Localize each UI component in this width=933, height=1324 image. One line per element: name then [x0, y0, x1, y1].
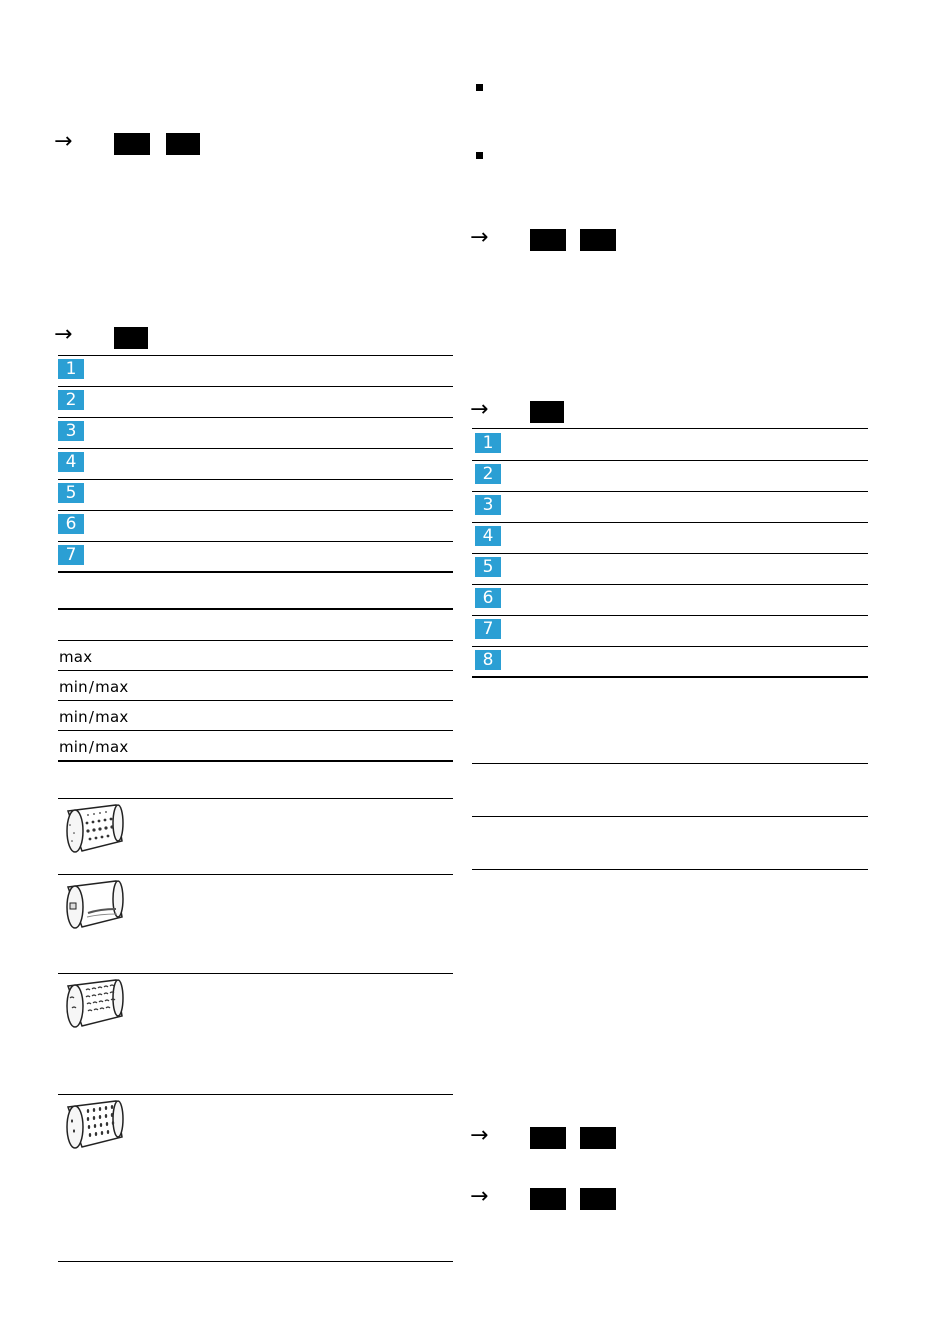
- table-rule: [58, 700, 453, 701]
- level-max: max: [59, 648, 93, 666]
- coarse-grating-drum-icon: [60, 978, 130, 1034]
- redacted-block: [530, 229, 566, 251]
- redacted-block: [580, 229, 616, 251]
- level-min: min: [59, 738, 88, 756]
- number-badge: 4: [58, 452, 84, 472]
- table-rule: [472, 869, 868, 870]
- table-rule: [58, 670, 453, 671]
- number-badge: 6: [58, 514, 84, 534]
- level-separator: /: [88, 738, 95, 756]
- table-rule: [58, 417, 453, 418]
- number-badge: 5: [58, 483, 84, 503]
- setting-level: [59, 678, 128, 696]
- number-badge: 5: [475, 557, 501, 577]
- number-badge: 2: [58, 390, 84, 410]
- bullet-square-icon: [476, 152, 483, 159]
- table-rule: [58, 798, 453, 799]
- arrow-icon: →: [470, 1184, 489, 1209]
- redacted-block: [530, 1127, 566, 1149]
- redacted-block: [580, 1127, 616, 1149]
- level-max: max: [95, 678, 129, 696]
- arrow-icon: →: [470, 225, 489, 250]
- table-rule: [58, 874, 453, 875]
- table-rule: [472, 816, 868, 817]
- table-rule-bold: [58, 760, 453, 762]
- level-min: min: [59, 708, 88, 726]
- table-rule-bold: [58, 571, 453, 573]
- number-badge: 4: [475, 526, 501, 546]
- redacted-block: [166, 133, 200, 155]
- number-badge: 6: [475, 588, 501, 608]
- arrow-icon: →: [470, 1123, 489, 1148]
- table-rule: [472, 460, 868, 461]
- redacted-block: [530, 1188, 566, 1210]
- fine-grating-drum-icon: [60, 803, 130, 859]
- table-rule: [58, 1094, 453, 1095]
- number-badge: 3: [58, 421, 84, 441]
- arrow-icon: →: [54, 129, 73, 154]
- table-rule: [58, 730, 453, 731]
- redacted-block: [530, 401, 564, 423]
- table-rule: [58, 479, 453, 480]
- setting-level: [59, 708, 128, 726]
- number-badge: 2: [475, 464, 501, 484]
- table-rule-bold: [472, 676, 868, 678]
- level-separator: /: [88, 678, 95, 696]
- level-max: max: [95, 738, 129, 756]
- arrow-icon: →: [470, 397, 489, 422]
- table-rule: [472, 646, 868, 647]
- shredding-cone-icon: [60, 879, 130, 935]
- table-rule: [58, 1261, 453, 1262]
- redacted-block: [114, 133, 150, 155]
- table-rule: [58, 541, 453, 542]
- table-rule: [58, 510, 453, 511]
- medium-grating-drum-icon: [60, 1099, 130, 1155]
- table-rule: [58, 448, 453, 449]
- number-badge: 8: [475, 650, 501, 670]
- arrow-icon: →: [54, 322, 73, 347]
- number-badge: 1: [58, 359, 84, 379]
- table-rule: [472, 615, 868, 616]
- setting-level: [59, 738, 128, 756]
- number-badge: 7: [58, 545, 84, 565]
- level-min: min: [59, 678, 88, 696]
- level-separator: /: [88, 708, 95, 726]
- number-badge: 7: [475, 619, 501, 639]
- table-rule: [58, 355, 453, 356]
- table-rule: [58, 386, 453, 387]
- redacted-block: [580, 1188, 616, 1210]
- table-rule: [472, 553, 868, 554]
- number-badge: 1: [475, 433, 501, 453]
- table-rule: [58, 640, 453, 641]
- table-rule: [472, 584, 868, 585]
- table-rule: [472, 428, 868, 429]
- table-rule: [472, 763, 868, 764]
- bullet-square-icon: [476, 84, 483, 91]
- redacted-block: [114, 327, 148, 349]
- number-badge: 3: [475, 495, 501, 515]
- level-max: max: [95, 708, 129, 726]
- table-rule: [472, 522, 868, 523]
- table-rule: [472, 491, 868, 492]
- table-rule-bold: [58, 608, 453, 610]
- table-rule: [58, 973, 453, 974]
- setting-level: [59, 648, 92, 666]
